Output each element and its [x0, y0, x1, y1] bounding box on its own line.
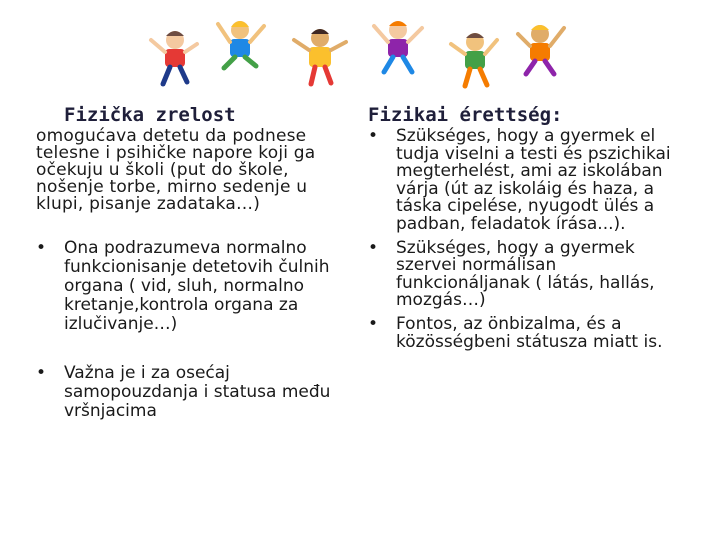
serbian-title: Fizička zrelost [64, 104, 236, 126]
list-item [36, 239, 356, 334]
bullet-icon: • [368, 237, 379, 258]
bullet-icon: • [368, 313, 379, 334]
hungarian-title: Fizikai érettség: [368, 104, 563, 126]
list-item-text: Szükséges, hogy a gyermek el tudja viselni a testi és pszichikai megterhelést, ami az iskolában várja (út az iskoláig és haza, a táska cipelése, nyugodt ülés a padban, feladatok írása...). [396, 126, 671, 234]
list-item [368, 128, 688, 234]
list-item [368, 237, 688, 311]
bullet-icon: • [36, 238, 47, 258]
list-item [36, 364, 356, 421]
list-item-text: Ona podrazumeva normalno funkcionisanje detetovih čulnih organa ( vid, sluh, normalno kretanje,kontrola organa za izlučivanje…) [64, 238, 330, 334]
list-item [368, 313, 688, 352]
list-item-text: Fontos, az önbizalma, és a közösségbeni státusza miatt is. [396, 313, 663, 352]
bullet-icon: • [368, 126, 379, 146]
bullet-icon: • [36, 363, 47, 383]
serbian-intro: omogućava detetu da podnese telesne i psihičke napore koji ga očekuju u školi (put do škole, nošenje torbe, mirno sedenje u klupi, pisanje zadataka…) [36, 126, 316, 214]
hungarian-bullet-list [368, 128, 688, 351]
list-item-text: Szükséges, hogy a gyermek szervei normálisan funkcionáljanak ( látás, hallás, mozgás…) [396, 237, 655, 311]
list-item-text: Važna je i za osećaj samopouzdanja i statusa među vršnjacima [64, 363, 331, 421]
serbian-column [36, 104, 356, 451]
hungarian-column [368, 104, 688, 357]
children-playing-icon [0, 0, 720, 110]
serbian-bullet-list [36, 239, 356, 421]
